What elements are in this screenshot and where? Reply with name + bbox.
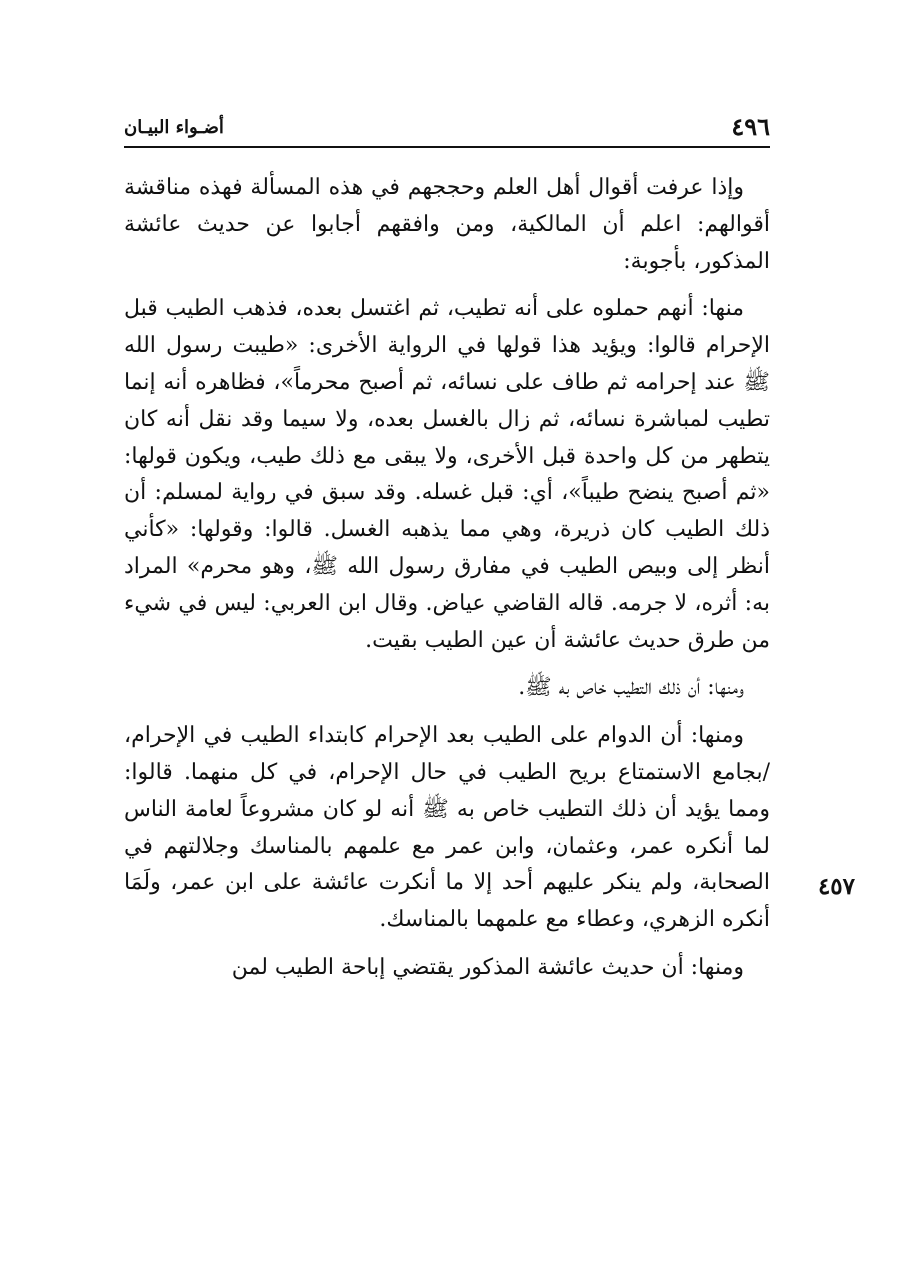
page-number: ٤٩٦ — [731, 112, 770, 141]
paragraph-first-answer: منها: أنهم حملوه على أنه تطيب، ثم اغتسل بعده، فذهب الطيب قبل الإحرام قالوا: ويؤيد هذا قولها في الرواية الأخرى: «طيبت رسول الله ﷺ عند إحرامه ثم طاف على نسائه، ثم أصبح محرماً»، فظاهره أنه إنما تطيب لمباشرة نسائه، ثم زال بالغسل بعده، ولا سيما وقد نقل أنه كان يتطهر من كل واحدة قبل الأخرى، ولا يبقى مع ذلك طيب، ويكون قولها: «ثم أصبح ينضح طيباً»، أي: قبل غسله. وقد سبق في رواية لمسلم: أن ذلك الطيب كان ذريرة، وهي مما يذهبه الغسل. قالوا: وقولها: «كأني أنظر إلى وبيص الطيب في مفارق رسول الله ﷺ، وهو محرم» المراد به: أثره، لا جرمه. قاله القاضي عياض. وقال ابن العربي: ليس في شيء من طرق حديث عائشة أن عين الطيب بقيت. — [124, 296, 770, 653]
page-header — [124, 112, 770, 148]
page-body — [124, 170, 855, 998]
paragraph-intro: وإذا عرفت أقوال أهل العلم وحججهم في هذه المسألة فهذه مناقشة أقوالهم: اعلم أن المالكية، ومن وافقهم أجابوا عن حديث عائشة المذكور، بأجوبة: — [124, 175, 770, 274]
paragraph-second-answer: ومنها: أن ذلك التطيب خاص به ﷺ. — [518, 675, 744, 701]
paragraph-third-answer: ومنها: أن الدوام على الطيب بعد الإحرام كابتداء الطيب في الإحرام، /بجامع الاستمتاع بريح الطيب في حال الإحرام، في كل منهما. قالوا: ومما يؤيد أن ذلك التطيب خاص به ﷺ أنه لو كان مشروعاً لعامة الناس لما أنكره عمر، وعثمان، وابن عمر مع علمهم بالمناسك وجلالتهم في الصحابة، ولم ينكر عليهم أحد إلا ما أنكرت عائشة على ابن عمر، ولَمَا أنكره الزهري، وعطاء مع علمهما بالمناسك. — [124, 723, 770, 933]
paragraph-fourth-answer: ومنها: أن حديث عائشة المذكور يقتضي إباحة الطيب لمن — [231, 954, 744, 980]
running-title: أضـواء البيـان — [124, 117, 224, 138]
marginal-reference-number: ٤٥٧ — [817, 873, 855, 900]
